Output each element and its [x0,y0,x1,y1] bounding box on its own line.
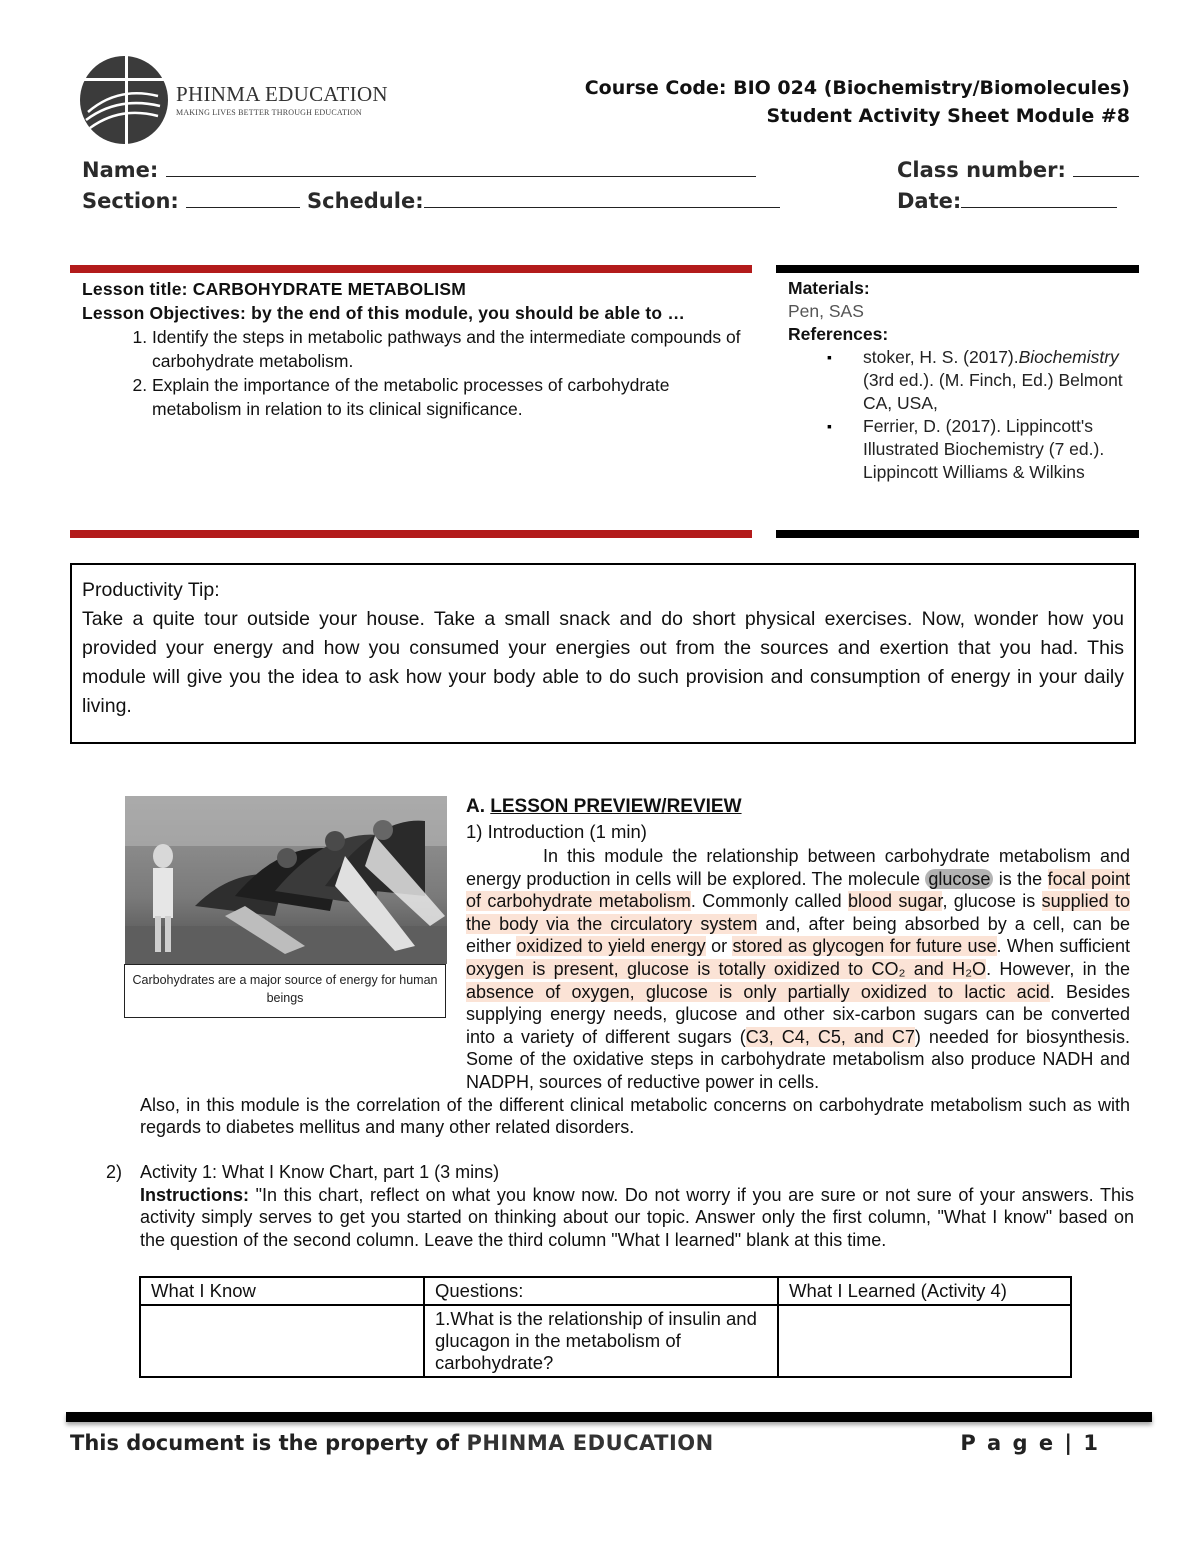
org-tagline: MAKING LIVES BETTER THROUGH EDUCATION [176,108,362,117]
name-blank[interactable] [166,156,756,177]
schedule-label: Schedule: [307,189,424,213]
section-field [82,187,300,213]
activity-instructions: Instructions: "In this chart, reflect on what you know now. Do not worry if you are sure or not sure of your answers. This activity simply serves to get you started on thinking about our topic. Answer only the first column, "What I know" based on the question of the second column. Leave the third column "What I learned" blank at this time. [140,1184,1134,1250]
activity-title: Activity 1: What I Know Chart, part 1 (3 mins) [140,1162,500,1182]
tip-text: Take a quite tour outside your house. Take a small snack and do short physical exercises. Now, wonder how you provided your energy and how you consumed your energies out from the sources and exertion that you had. This module will give you the idea to ask how your body able to do such provision and consumption of energy in your daily living. [82,608,1124,717]
intro-paragraph: In this module the relationship between carbohydrate metabolism and energy production in cells will be explored. The molecule glucose is the focal point of carbohydrate metabolism. Commonly called blood sugar, glucose is supplied to the body via the circulatory system and, after being absorbed by a cell, can be either oxidized to yield energy or stored as glycogen for future use. When sufficient oxygen is present, glucose is totally oxidized to CO₂ and H₂O. However, in the absence of oxygen, glucose is only partially oxidized to lactic acid. Besides supplying energy needs, glucose and other six-carbon sugars can be converted into a variety of different sugars (C3, C4, C5, and C7) needed for biosynthesis. Some of the oxidative steps in carbohydrate metabolism also produce NADH and NADPH, sources of reductive power in cells. [466,846,1131,1092]
photo-caption: Carbohydrates are a major source of energy for human beings [124,964,446,1018]
materials-label: Materials: [788,278,870,298]
materials-value: Pen, SAS [788,301,864,321]
materials-info [788,277,1133,484]
highlight: oxidized to yield energy [516,936,706,957]
lesson-objectives-label: Lesson Objectives: by the end of this module, you should be able to … [82,303,686,323]
schedule-field [307,187,780,213]
date-blank[interactable] [961,187,1117,208]
reference-item: ▪ Ferrier, D. (2017). Lippincott's Illustrated Biochemistry (7 ed.). Lippincott Williams & Wilkins [863,415,1133,484]
date-label: Date: [897,189,962,213]
reference-item: ▪ stoker, H. S. (2017).Biochemistry (3rd ed.). (M. Finch, Ed.) Belmont CA, USA, [863,346,1133,415]
introduction-label: 1) Introduction (1 min) [466,821,647,842]
name-field [82,156,756,182]
column-header: Questions: [424,1277,778,1305]
class-number-label: Class number: [897,158,1066,182]
materials-top-bar [776,265,1139,273]
footer-bar [66,1412,1152,1422]
table-header-row [140,1277,1071,1305]
highlight-glucose: glucose [925,869,993,889]
lesson-title: Lesson title: CARBOHYDRATE METABOLISM [82,279,466,299]
column-header: What I Learned (Activity 4) [778,1277,1071,1305]
materials-bottom-bar [776,530,1139,538]
objective-item: 2. Explain the importance of the metabolic processes of carbohydrate metabolism in relation to its clinical significance. [152,373,744,421]
highlight: absence of oxygen, glucose is only partially oxidized to lactic acid [466,981,1050,1002]
column-header: What I Know [140,1277,424,1305]
page-number: P a g e | 1 [960,1431,1100,1455]
references-label: References: [788,324,889,344]
course-code: Course Code: BIO 024 (Biochemistry/Biomolecules) [584,77,1130,99]
introduction-text [140,845,1130,1139]
sheet-title: Student Activity Sheet Module #8 [766,105,1130,127]
lesson-bottom-bar [70,530,752,538]
course-header [585,74,1130,130]
schedule-blank[interactable] [424,187,780,208]
name-label: Name: [82,158,159,182]
tip-label: Productivity Tip: [82,579,220,601]
what-i-know-cell[interactable] [140,1305,424,1377]
section-blank[interactable] [186,187,300,208]
question-cell: 1.What is the relationship of insulin and glucagon in the metabolism of carbohydrate? [424,1305,778,1377]
footer-property-note: This document is the property of PHINMA EDUCATION [70,1431,714,1455]
intro-paragraph-2: Also, in this module is the correlation of the different clinical metabolic concerns on carbohydrate metabolism such as with regards to diabetes mellitus and many other related disorders. [140,1094,1130,1138]
what-i-learned-cell[interactable] [778,1305,1071,1377]
class-number-blank[interactable] [1073,156,1139,177]
highlight: supplied to the body via the circulatory system [466,891,1131,934]
lesson-info [82,277,744,421]
activity-1 [106,1161,1134,1251]
lesson-preview-heading: A. LESSON PREVIEW/REVIEW [466,796,742,817]
table-row [140,1305,1071,1377]
org-name: PHINMA EDUCATION [176,82,388,106]
activity-number: 2) [106,1162,123,1182]
highlight: blood sugar [847,891,943,912]
objective-item: 1. Identify the steps in metabolic pathways and the intermediate compounds of carbohydrate metabolism. [152,325,744,373]
what-i-know-chart [139,1276,1072,1378]
class-number-field [897,156,1139,182]
lesson-top-bar [70,265,752,273]
references-list [788,346,1133,484]
objectives-list [82,325,744,421]
highlight: C3, C4, C5, and C7 [745,1026,915,1047]
highlight: oxygen is present, glucose is totally oxidized to CO₂ and H₂O [466,958,987,979]
productivity-tip-box [70,563,1136,744]
section-label: Section: [82,189,179,213]
date-field [897,187,1117,213]
highlight: stored as glycogen for future use [732,936,997,957]
highlight: focal point of carbohydrate metabolism [466,868,1130,912]
